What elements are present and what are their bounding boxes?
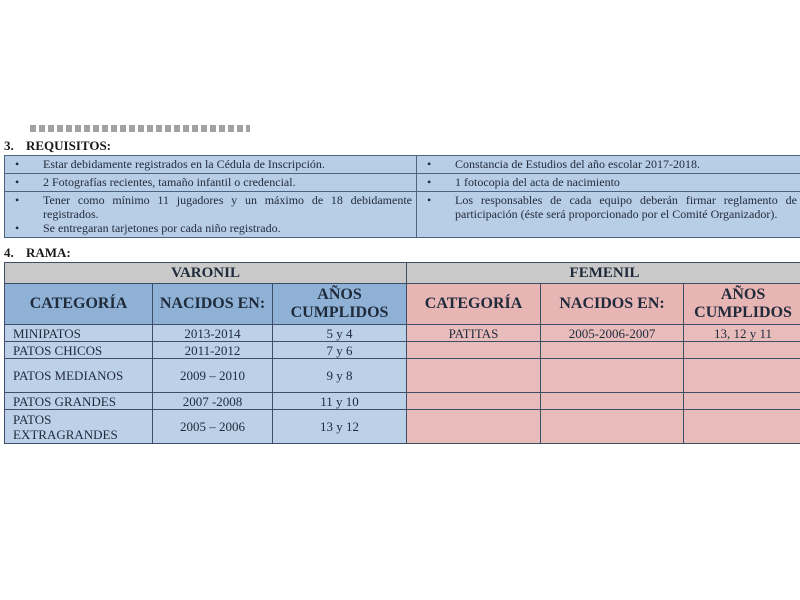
list-item — [9, 157, 412, 171]
list-item — [421, 175, 797, 189]
column-header: NACIDOS EN: — [153, 284, 273, 325]
requisito-text: Estar debidamente registrados en la Cédula de Inscripción. — [43, 157, 325, 171]
cell: 2011-2012 — [153, 342, 273, 359]
femenil-header: FEMENIL — [407, 263, 800, 284]
section-4-title: RAMA: — [26, 245, 71, 260]
requisito-text: 2 Fotografías recientes, tamaño infantil o credencial. — [43, 175, 296, 189]
section-4-number: 4. — [4, 245, 14, 260]
cell — [541, 410, 684, 444]
cell: 11 y 10 — [273, 393, 407, 410]
column-header: CATEGORÍA — [5, 284, 153, 325]
cell — [407, 342, 541, 359]
list-item — [9, 221, 412, 235]
cell — [684, 393, 800, 410]
cell — [684, 410, 800, 444]
cell: PATOS CHICOS — [5, 342, 153, 359]
cell: MINIPATOS — [5, 325, 153, 342]
table-row — [5, 359, 800, 393]
section-4-heading — [4, 245, 71, 261]
cell — [407, 359, 541, 393]
bullet: • — [15, 221, 20, 235]
column-header: AÑOS CUMPLIDOS — [684, 284, 800, 325]
cell: 2005 – 2006 — [153, 410, 273, 444]
column-header: NACIDOS EN: — [541, 284, 684, 325]
section-3-number: 3. — [4, 138, 14, 153]
table-row — [5, 410, 800, 444]
requisitos-cell — [5, 174, 417, 192]
requisitos-cell — [5, 156, 417, 174]
cell: 13, 12 y 11 — [684, 325, 800, 342]
cell: PATITAS — [407, 325, 541, 342]
cell — [407, 393, 541, 410]
cell — [541, 393, 684, 410]
list-item — [421, 193, 797, 221]
requisito-text: Los responsables de cada equipo deberán firmar reglamento de participación (éste será proporcionado por el Comité Organizador). — [455, 193, 797, 221]
cell: 2013-2014 — [153, 325, 273, 342]
cell: PATOS MEDIANOS — [5, 359, 153, 393]
requisito-text: 1 fotocopia del acta de nacimiento — [455, 175, 620, 189]
table-row — [5, 393, 800, 410]
bullet: • — [15, 193, 20, 207]
requisitos-cell — [417, 156, 800, 174]
table-row — [5, 325, 800, 342]
bullet: • — [15, 175, 20, 189]
requisito-text: Constancia de Estudios del año escolar 2017-2018. — [455, 157, 700, 171]
list-item — [9, 175, 412, 189]
cell: 2007 -2008 — [153, 393, 273, 410]
requisito-text: Se entregaran tarjetones por cada niño registrado. — [43, 221, 281, 235]
cell: 2005-2006-2007 — [541, 325, 684, 342]
cell — [684, 359, 800, 393]
cell: 7 y 6 — [273, 342, 407, 359]
cell: 5 y 4 — [273, 325, 407, 342]
cell: PATOS GRANDES — [5, 393, 153, 410]
requisitos-cell — [417, 174, 800, 192]
table-row — [5, 342, 800, 359]
requisitos-cell — [5, 192, 417, 238]
cell — [541, 342, 684, 359]
cell — [407, 410, 541, 444]
list-item — [421, 157, 797, 171]
varonil-header: VARONIL — [5, 263, 407, 284]
section-3-heading — [4, 138, 111, 154]
bullet: • — [15, 157, 20, 171]
cell: 13 y 12 — [273, 410, 407, 444]
bullet: • — [427, 175, 432, 189]
requisito-text: Tener como mínimo 11 jugadores y un máximo de 18 debidamente registrados. — [43, 193, 412, 221]
bullet: • — [427, 193, 432, 207]
bullet: • — [427, 157, 432, 171]
cell: PATOS EXTRAGRANDES — [5, 410, 153, 444]
requisitos-table — [4, 155, 800, 238]
section-3-title: REQUISITOS: — [26, 138, 112, 153]
cropped-text-line — [30, 122, 250, 132]
column-header: AÑOS CUMPLIDOS — [273, 284, 407, 325]
cell — [541, 359, 684, 393]
column-header: CATEGORÍA — [407, 284, 541, 325]
rama-table — [4, 262, 800, 444]
cell — [684, 342, 800, 359]
requisitos-cell — [417, 192, 800, 238]
list-item — [9, 193, 412, 221]
cell: 9 y 8 — [273, 359, 407, 393]
cell: 2009 – 2010 — [153, 359, 273, 393]
